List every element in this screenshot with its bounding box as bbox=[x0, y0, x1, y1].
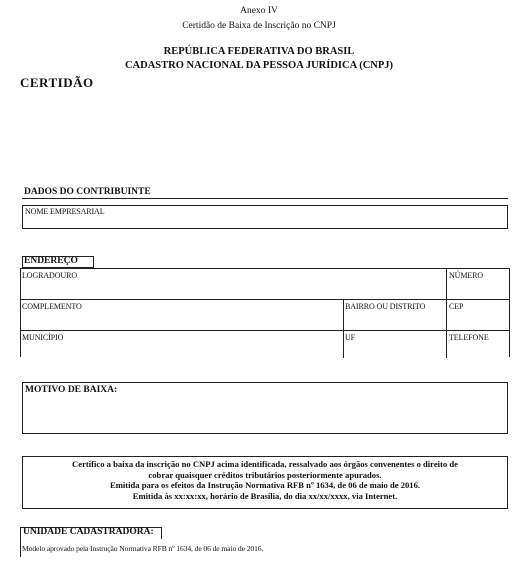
address-section-title: ENDEREÇO bbox=[24, 256, 78, 266]
district-label: BAIRRO OU DISTRITO bbox=[345, 302, 426, 311]
city-label: MUNICÍPIO bbox=[22, 333, 64, 342]
street-label: LOGRADOURO bbox=[22, 271, 78, 280]
state-label: UF bbox=[345, 333, 356, 342]
number-label: NÚMERO bbox=[449, 271, 484, 280]
business-name-label: NOME EMPRESARIAL bbox=[25, 207, 105, 216]
annex-label: Anexo IV bbox=[240, 6, 278, 16]
republic-heading: REPÚBLICA FEDERATIVA DO BRASIL bbox=[163, 46, 355, 57]
reason-label: MOTIVO DE BAIXA: bbox=[25, 385, 118, 395]
model-approval-note: Modelo aprovado pela Instrução Normativa RFB nº 1634, de 06 de maio de 2016. bbox=[22, 544, 264, 553]
certificate-line-1: Certifico a baixa da inscrição no CNPJ acima identificada, ressalvado aos órgãos convenentes o direito de bbox=[72, 459, 458, 469]
phone-label: TELEFONE bbox=[449, 333, 489, 342]
certificate-line-3: Emitida para os efeitos da Instrução Normativa RFB nº 1634, de 06 de maio de 2016. bbox=[109, 480, 421, 490]
unit-label: UNIDADE CADASTRADORA: bbox=[23, 527, 154, 537]
address-grid bbox=[20, 268, 510, 357]
reason-box bbox=[22, 382, 508, 434]
certificate-line-2: cobrar quaisquer créditos tributários posteriormente apurados. bbox=[148, 469, 382, 480]
unit-tab bbox=[20, 527, 162, 539]
contributor-rule bbox=[22, 198, 508, 199]
certificate-statement bbox=[22, 456, 508, 509]
document-subtitle: Certidão de Baixa de Inscrição no CNPJ bbox=[182, 21, 336, 31]
contributor-section-title: DADOS DO CONTRIBUINTE bbox=[24, 187, 151, 197]
business-name-field bbox=[22, 205, 508, 229]
address-section-tab bbox=[22, 256, 94, 268]
certificate-line-4: Emitida às xx:xx:xx, horário de Brasília, do dia xx/xx/xxxx, via Internet. bbox=[132, 490, 398, 501]
complement-label: COMPLEMENTO bbox=[22, 302, 82, 311]
registry-heading: CADASTRO NACIONAL DA PESSOA JURÍDICA (CNPJ) bbox=[124, 60, 394, 71]
zip-label: CEP bbox=[449, 302, 464, 311]
page-title: CERTIDÃO bbox=[20, 75, 94, 90]
